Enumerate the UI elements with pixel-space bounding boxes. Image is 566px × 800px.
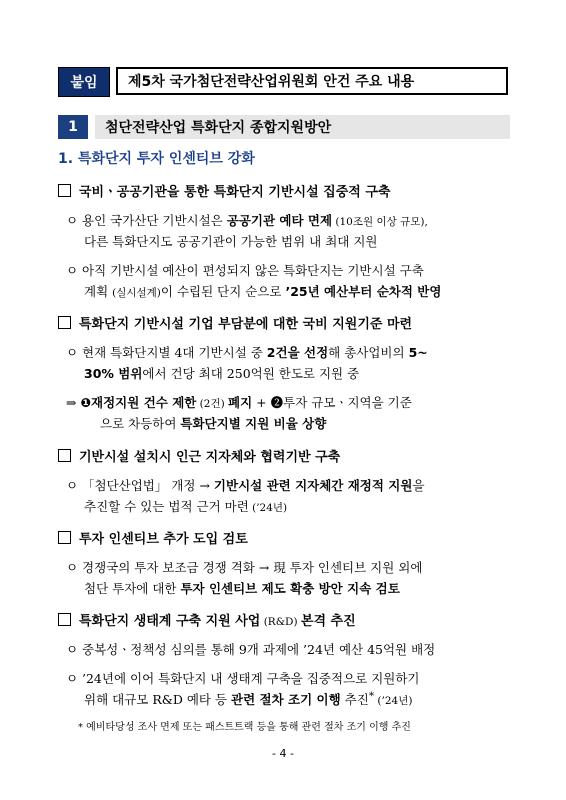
bullet-3-1: ㅇ 「첨단산업법」 개정 → 기반시설 관련 지자체간 재정적 지원을 [66,478,425,493]
bullet-1-1: ㅇ 용인 국가산단 기반시설은 공공기관 예타 면제 (10조원 이상 규모), [66,213,428,228]
checkbox-square-icon [58,184,71,197]
footnote: * 예비타당성 조사 면제 또는 패스트트랙 등을 통해 관련 절차 조기 이행 추진 [78,722,411,733]
bullet-icon: ㅇ [66,478,79,493]
bullet-1-2-cont: 계획 (실시설계)이 수립된 단지 순으로 ’25년 예산부터 순차적 반영 [84,284,442,299]
bullet-3-1-cont: 추진할 수 있는 법적 근거 마련 (’24년) [84,499,288,514]
heading-3: 기반시설 설치시 인근 지자체와 협력기반 구축 [58,446,340,465]
bullet-2-1: ㅇ 현재 특화단지별 4대 기반시설 중 2건을 선정해 총사업비의 5~ [66,345,428,360]
bullet-5-2-cont: 위해 대규모 R&D 예타 등 관련 절차 조기 이행 추진* (’24년) [84,690,413,708]
bullet-5-2: ㅇ ’24년에 이어 특화단지 내 생태계 구축을 집중적으로 지원하기 [66,671,420,686]
heading-2: 특화단지 기반시설 기업 부담분에 대한 국비 지원기준 마련 [58,313,412,332]
section-number: 1 [58,115,88,139]
bullet-icon: ㅇ [66,345,79,360]
subsection-title: 1. 특화단지 투자 인센티브 강화 [58,151,255,167]
bullet-5-1: ㅇ 중복성ㆍ정책성 심의를 통해 9개 과제에 ’24년 예산 45억원 배정 [66,642,436,657]
bullet-icon: ㅇ [66,671,79,686]
header-strip [58,67,510,97]
bullet-1-1-cont: 다른 특화단지도 공공기관이 가능한 범위 내 최대 지원 [84,234,378,249]
section-title: 첨단전략산업 특화단지 종합지원방안 [95,115,510,139]
attachment-tag: 붙임 [58,67,110,97]
heading-5: 특화단지 생태계 구축 지원 사업 (R&D) 본격 추진 [58,610,356,629]
bullet-1-2: ㅇ 아직 기반시설 예산이 편성되지 않은 특화단지는 기반시설 구축 [66,263,424,278]
bullet-2-1-cont: 30% 범위에서 건당 최대 250억원 한도로 지원 중 [84,366,360,381]
checkbox-square-icon [58,316,71,329]
page-number: - 4 - [272,747,294,760]
bullet-icon: ㅇ [66,213,79,228]
heading-1: 국비ㆍ공공기관을 통한 특화단지 기반시설 집중적 구축 [58,181,390,200]
checkbox-square-icon [58,613,71,626]
heading-4: 투자 인센티브 추가 도입 검토 [58,528,248,547]
bullet-icon: ㅇ [66,560,79,575]
header-title: 제5차 국가첨단전략산업위원회 안건 주요 내용 [116,67,508,95]
bullet-icon: ㅇ [66,642,79,657]
arrow-line-2: ⇒ ❶재정지원 건수 제한 (2건) 폐지 + ❷투자 규모ㆍ지역을 기준 [66,395,412,410]
bullet-icon: ㅇ [66,263,79,278]
checkbox-square-icon [58,531,71,544]
arrow-line-2-cont: 으로 차등하여 특화단지별 지원 비율 상향 [100,416,327,431]
bullet-4-1: ㅇ 경쟁국의 투자 보조금 경쟁 격화 → 現 투자 인센티브 지원 외에 [66,560,423,575]
checkbox-square-icon [58,449,71,462]
bullet-4-1-cont: 첨단 투자에 대한 투자 인센티브 제도 확충 방안 지속 검토 [84,581,400,596]
